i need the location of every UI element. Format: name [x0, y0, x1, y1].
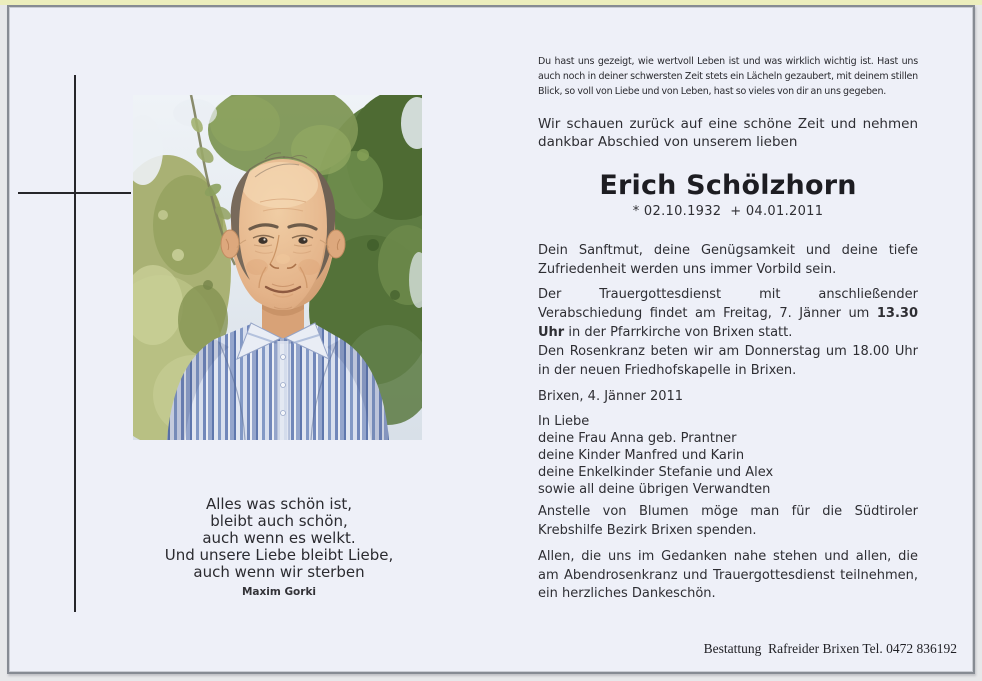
text-line: deine Frau Anna geb. Prantner [538, 431, 737, 446]
service-time-bold: 13.30 Uhr [538, 306, 918, 340]
text-line: auch wenn wir sterben [193, 563, 365, 581]
donation-paragraph: Anstelle von Blumen möge man für die Südtiroler Krebshilfe Bezirk Brixen spenden. [538, 504, 918, 538]
memorial-cross-horizontal [18, 192, 131, 194]
life-dates: * 02.10.1932 + 04.01.2011 [632, 204, 824, 219]
deceased-name: Erich Schölzhorn [599, 170, 857, 201]
thanks-paragraph: Allen, die uns im Gedanken nahe stehen und allen, die am Abendrosenkranz und Trauergottesdienst teilnehmen, ein herzliches Dankeschön. [538, 549, 918, 601]
text-line: Und unsere Liebe bleibt Liebe, [164, 546, 394, 564]
in-love-line: In Liebe [538, 414, 590, 429]
funeral-home-footer: Bestattung Rafreider Brixen Tel. 0472 836192 [703, 641, 957, 656]
service-text-post: in der Pfarrkirche von Brixen statt. [564, 325, 793, 340]
announcement-text-column [538, 54, 918, 604]
closing-block [538, 413, 918, 498]
poem-text [139, 496, 419, 581]
obituary-card [7, 5, 975, 674]
family-lines [538, 430, 918, 498]
text-line: sowie all deine übrigen Verwandten [538, 482, 771, 497]
tribute-paragraph: Du hast uns gezeigt, wie wertvoll Leben ist und was wirklich wichtig ist. Hast uns auch noch in deiner schwersten Zeit stets ein Lächeln gezaubert, mit deinem stillen Blick, so voll von Liebe und von Leben, hast so vieles von dir an uns gegeben. [538, 56, 918, 97]
text-line: Alles was schön ist, [205, 495, 353, 513]
service-text-pre: Der Trauergottesdienst mit anschließender Verabschiedung findet am Freitag, 7. Jänner um [538, 287, 918, 321]
text-line: deine Enkelkinder Stefanie und Alex [538, 465, 774, 480]
poem-author: Maxim Gorki [241, 586, 317, 598]
text-line: auch wenn es welkt. [202, 529, 356, 547]
portrait-illustration [133, 95, 422, 440]
memorial-cross-vertical [74, 75, 76, 612]
memorial-poem [139, 496, 419, 601]
virtue-paragraph: Dein Sanftmut, deine Genügsamkeit und deine tiefe Zufriedenheit werden uns immer Vorbild sein. [538, 243, 918, 277]
place-date-line: Brixen, 4. Jänner 2011 [538, 389, 684, 404]
service-paragraph [538, 285, 918, 342]
farewell-paragraph: Wir schauen zurück auf eine schöne Zeit und nehmen dankbar Abschied von unserem lieben [538, 116, 918, 150]
text-line: deine Kinder Manfred und Karin [538, 448, 745, 463]
text-line: bleibt auch schön, [210, 512, 348, 530]
portrait-photo [133, 95, 422, 440]
rosary-paragraph: Den Rosenkranz beten wir am Donnerstag um 18.00 Uhr in der neuen Friedhofskapelle in Brixen. [538, 344, 918, 378]
